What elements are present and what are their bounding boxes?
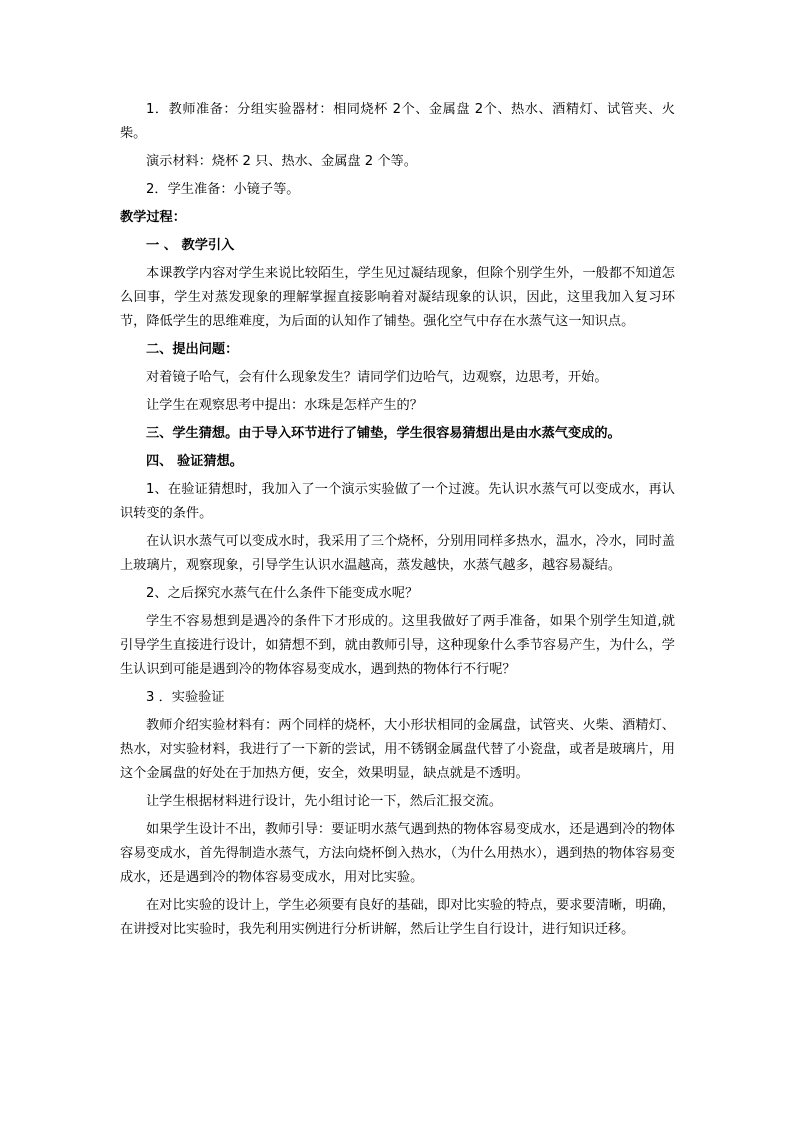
paragraph-materials-intro: 教师介绍实验材料有：两个同样的烧杯，大小形状相同的金属盘，试管夹、火柴、酒精灯、热水，对实验材料，我进行了一下新的尝试，用不锈钢金属盘代替了小瓷盘，或者是玻璃片，用这个金属盘的好处在于加热方便，安全，效果明显，缺点就是不透明。 [120,718,675,781]
heading-introduction: 一 、 教学引入 [146,238,235,253]
paragraph-demo-materials: 演示材料：烧杯 2 只、热水、金属盘 2 个等。 [146,154,417,169]
heading-teaching-process: 教学过程： [120,210,186,225]
heading-guess: 三、学生猜想。由于导入环节进行了铺垫，学生很容易猜想出是由水蒸气变成的。 [146,426,621,441]
paragraph-question: 让学生在观察思考中提出：水珠是怎样产生的？ [146,398,423,413]
paragraph-group-design: 让学生根据材料进行设计，先小组讨论一下，然后汇报交流。 [146,794,503,809]
paragraph-cold-condition: 学生不容易想到是遇冷的条件下才形成的。这里我做好了两手准备，如果个别学生知道,就引导学生直接进行设计，如猜想不到，就由教师引导，这种现象什么季节容易产生，为什么，学生认识到可能是遇到冷的物体容易变成水，遇到热的物体行不行呢？ [120,614,675,677]
paragraph-contrast-experiment: 在对比实验的设计上，学生必须要有良好的基础，即对比实验的特点，要求要清晰，明确，在讲授对比实验时，我先利用实例进行分析讲解，然后让学生自行设计，进行知识迁移。 [120,898,675,937]
document-body [120,98,675,946]
paragraph-introduction: 本课教学内容对学生来说比较陌生，学生见过凝结现象，但除个别学生外，一般都不知道怎么回事，学生对蒸发现象的理解掌握直接影响着对凝结现象的认识，因此，这里我加入复习环节，降低学生的思维难度，为后面的认知作了铺垫。强化空气中存在水蒸气这一知识点。 [120,266,675,329]
paragraph-verify-3: 3 ．实验验证 [146,690,225,705]
paragraph-three-beakers: 在认识水蒸气可以变成水时，我采用了三个烧杯，分别用同样多热水，温水，冷水，同时盖上玻璃片，观察现象，引导学生认识水温越高，蒸发越快，水蒸气越多，越容易凝结。 [120,534,675,573]
paragraph-student-prep: 2．学生准备：小镜子等。 [146,182,300,197]
paragraph-verify-2: 2、之后探究水蒸气在什么条件下能变成水呢？ [146,586,419,601]
paragraph-teacher-prep: 1．教师准备：分组实验器材：相同烧杯 2个、金属盘 2个、热水、酒精灯、试管夹、火柴。 [120,102,675,141]
heading-verify: 四、 验证猜想。 [146,454,243,469]
paragraph-teacher-guide: 如果学生设计不出，教师引导：要证明水蒸气遇到热的物体容易变成水，还是遇到冷的物体容易变成水，首先得制造水蒸气，方法向烧杯倒入热水，（为什么用热水），遇到热的物体容易变成水，还是遇到冷的物体容易变成水，用对比实验。 [120,822,675,885]
paragraph-verify-1: 1、在验证猜想时，我加入了一个演示实验做了一个过渡。先认识水蒸气可以变成水，再认识转变的条件。 [120,482,675,521]
heading-raise-question: 二、提出问题： [146,342,239,357]
paragraph-mirror: 对着镜子哈气，会有什么现象发生？请同学们边哈气，边观察，边思考，开始。 [146,370,608,385]
